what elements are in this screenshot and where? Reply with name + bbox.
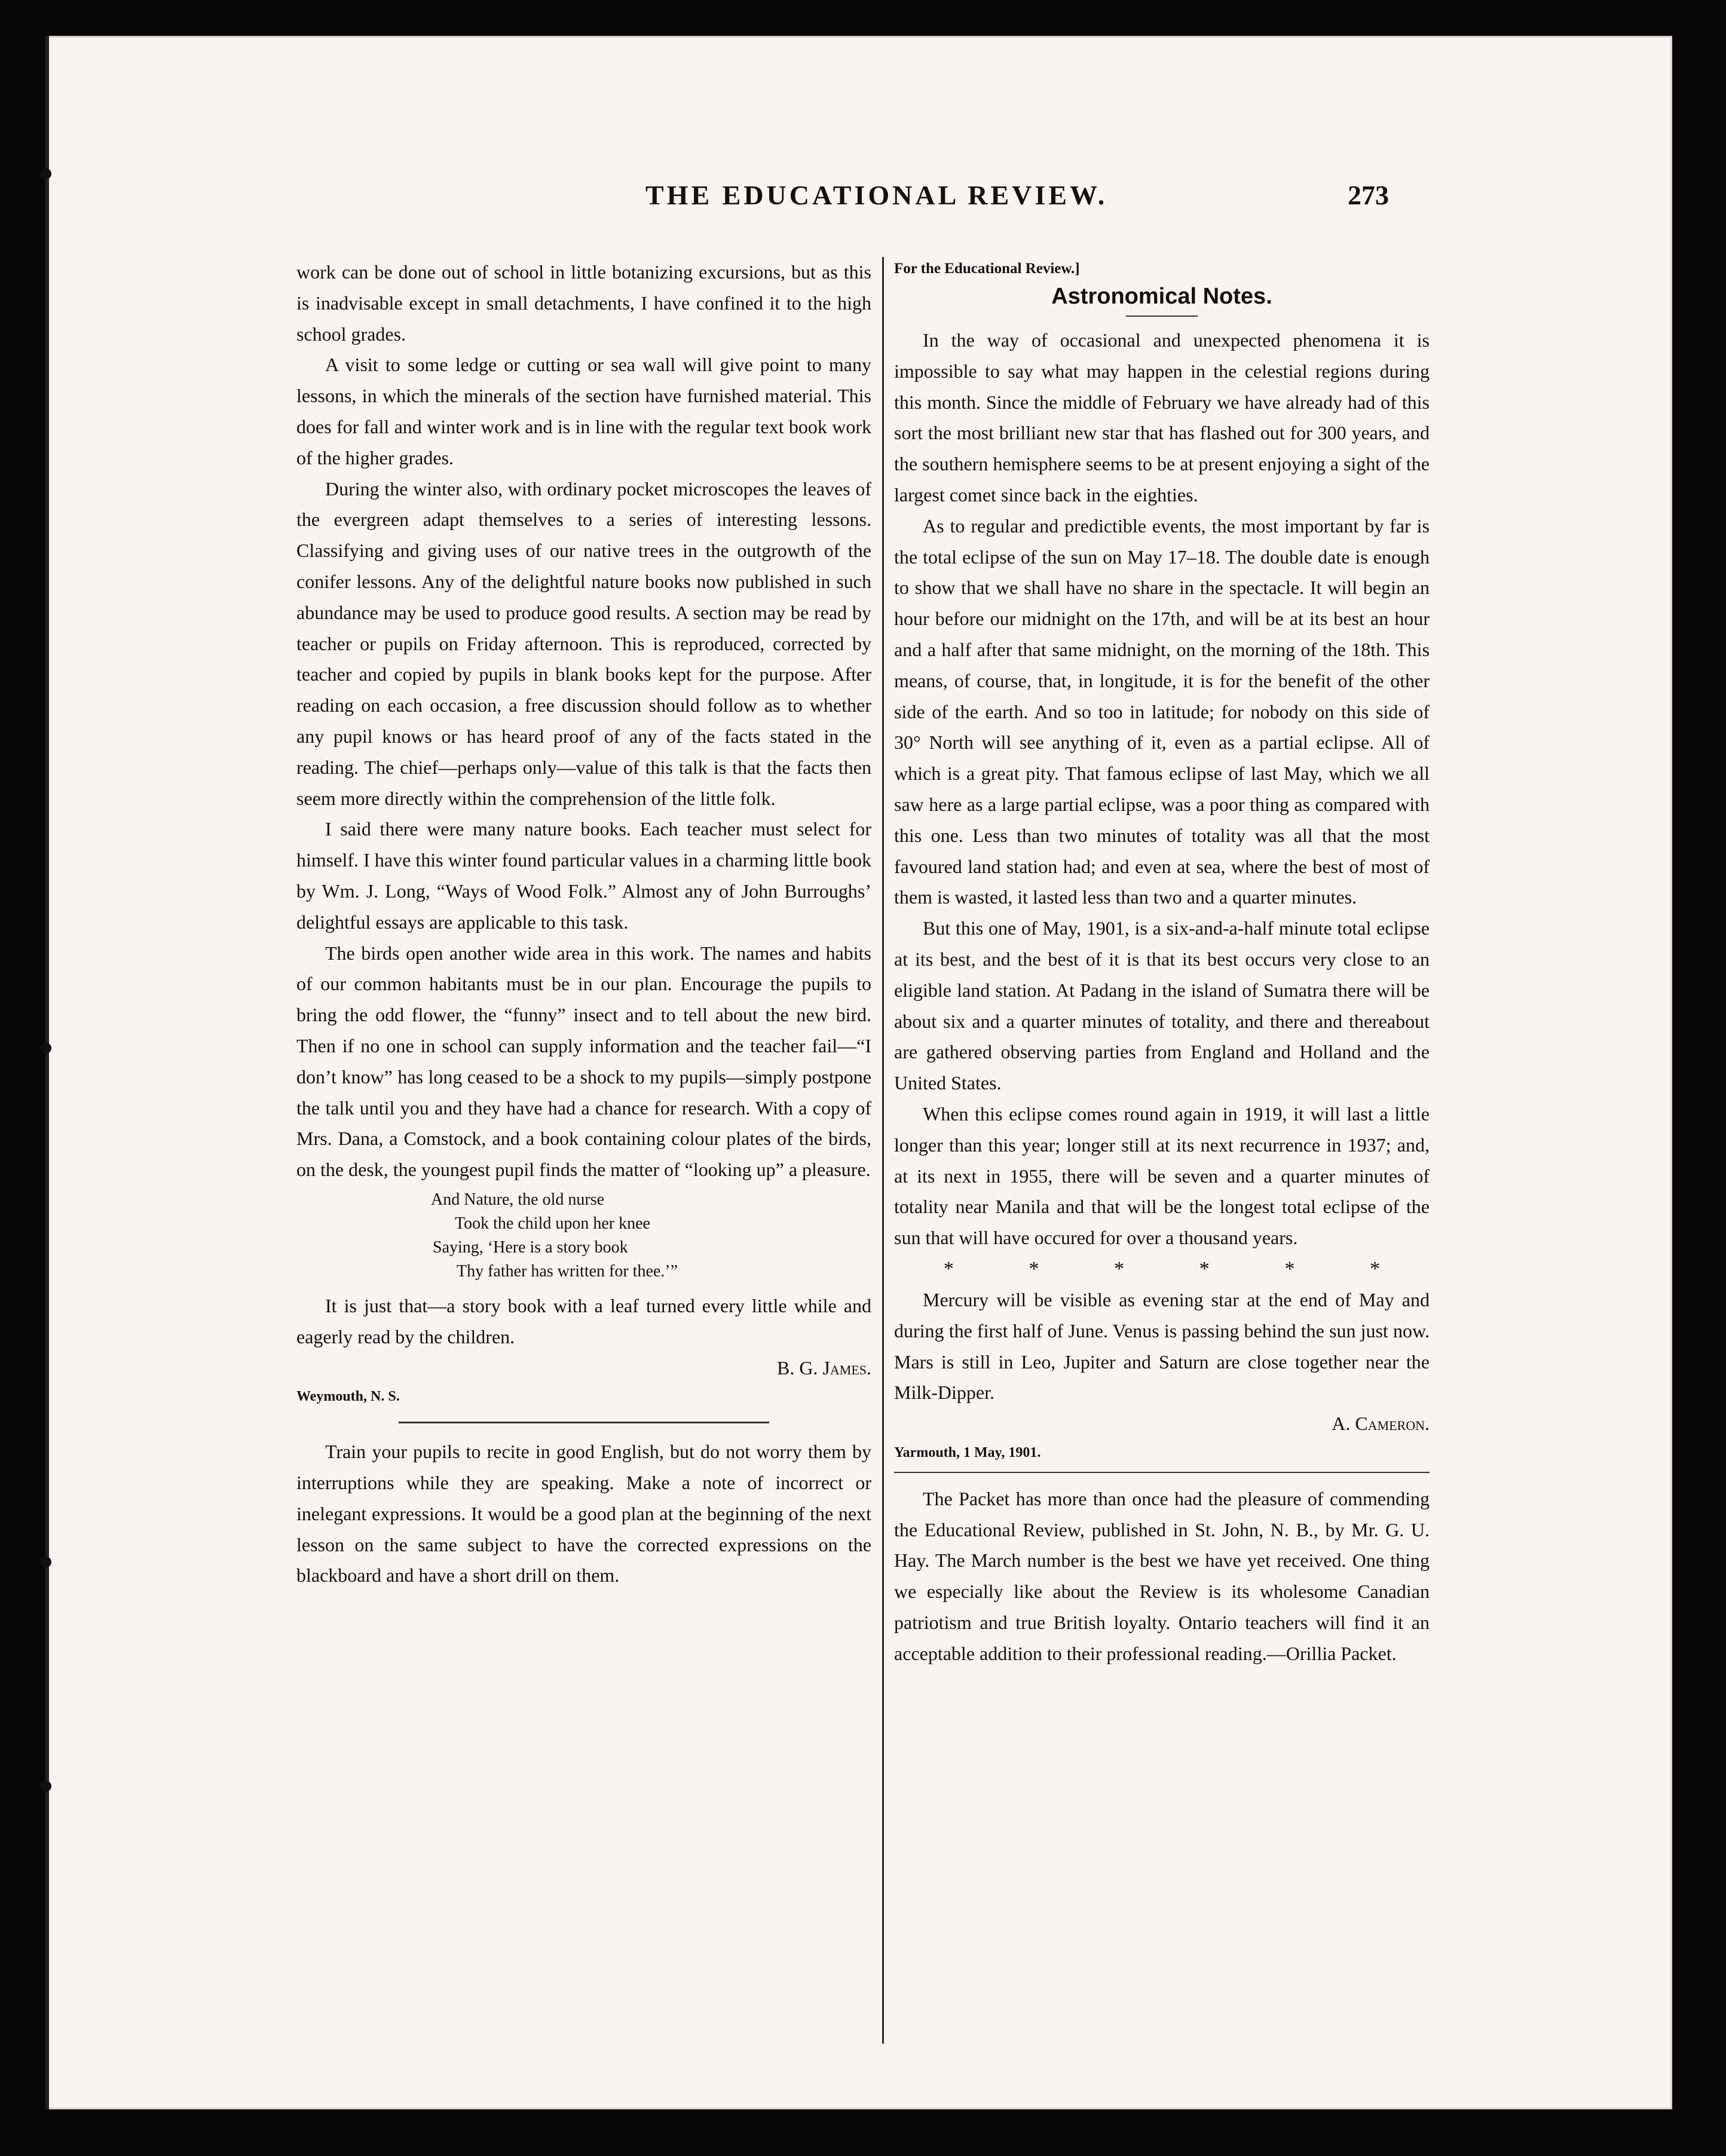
paragraph: But this one of May, 1901, is a six-and-a-half minute total eclipse at its best, and the best of it is that its best occurs very close to an eligible land station. At Padang in the island of Sumatra there will be about six and a quarter minutes of totality, and there and thereabout are gathered observing parties from England and Holland and the United States. [894, 917, 1430, 1094]
poem [296, 1188, 871, 1284]
paragraph: In the way of occasional and unexpected phenomena it is impossible to say what may happen in the celestial regions during this month. Since the middle of February we have already had of this sort the most brilliant new star that has flashed out for 300 years, and the southern hemisphere seems to be at present enjoying a sight of the largest comet since back in the eighties. [894, 329, 1430, 506]
paragraph: The birds open another wide area in this work. The names and habits of our common habitants must be in our plan. Encourage the pupils to bring the odd flower, the “funny” insect and to tell about the new bird. Then if no one in school can supply information and the teacher fail—“I don’t know” has long ceased to be a shock to my pupils—simply postpone the talk until you and they have had a chance for research. With a copy of Mrs. Dana, a Comstock, and a book containing colour plates of the birds, on the desk, the youngest pupil finds the matter of “looking up” a pleasure. [296, 942, 871, 1181]
star: * [1284, 1257, 1295, 1280]
binding-mark [41, 1043, 51, 1054]
page-number: 273 [1348, 180, 1389, 210]
author-signature: B. G. James. [776, 1356, 871, 1379]
poem-line: Saying, ‘Here is a story book [433, 1238, 628, 1257]
binding-edge [45, 36, 49, 2109]
binding-mark [41, 169, 51, 179]
title-rule [1126, 316, 1198, 317]
star: * [943, 1257, 954, 1280]
paragraph: When this eclipse comes round again in 1919, it will last a little longer than this year; longer still at its next recurrence in 1937; and, at its next in 1955, there will be seven and a quarter minutes of totality near Manila and that will be the longest total eclipse of the sun that will have occured for over a thousand years. [894, 1102, 1430, 1249]
column-rule [882, 257, 884, 2044]
paragraph: A visit to some ledge or cutting or sea wall will give point to many lessons, in which the minerals of the section have furnished material. This does for fall and winter work and is in line with the regular text book work of the higher grades. [296, 354, 871, 468]
running-head: THE EDUCATIONAL REVIEW. [645, 180, 1108, 210]
poem-line: And Nature, the old nurse [431, 1190, 605, 1209]
section-divider [894, 1472, 1430, 1473]
paragraph: Train your pupils to recite in good English, but do not worry them by interruptions while they are speaking. Make a note of incorrect or inelegant expressions. It would be a good plan at the beginning of the next lesson on the same subject to have the corrected expressions on the blackboard and have a short drill on them. [296, 1441, 871, 1587]
poem-line: Took the child upon her knee [455, 1214, 650, 1233]
binding-mark [41, 1781, 51, 1791]
author-signature: A. Cameron. [1332, 1413, 1430, 1435]
dateline: Yarmouth, 1 May, 1901. [894, 1444, 1041, 1460]
paragraph: I said there were many nature books. Each teacher must select for himself. I have this winter found particular values in a charming little book by Wm. J. Long, “Ways of Wood Folk.” Almost any of John Burroughs’ delightful essays are applicable to this task. [296, 818, 871, 933]
paragraph: It is just that—a story book with a leaf turned every little while and eagerly read by the children. [296, 1294, 871, 1348]
section-divider [399, 1422, 769, 1423]
left-column [296, 257, 871, 1591]
paragraph: The Packet has more than once had the pleasure of commending the Educational Review, published in St. John, N. B., by Mr. G. U. Hay. The March number is the best we have yet received. One thing we especially like about the Review is its wholesome Canadian patriotism and true British loyalty. Ontario teachers will find it an acceptable addition to their professional reading.—Orillia Packet. [894, 1487, 1430, 1664]
paragraph: As to regular and predictible events, the most important by far is the total eclipse of the sun on May 17–18. The double date is enough to show that we shall have no share in the spectacle. It will begin an hour before our midnight on the 17th, and will be at its best an hour and a half after that same midnight, on the morning of the 18th. This means, of course, that, in longitude, it is for the benefit of the other side of the earth. And so too in latitude; for nobody on this side of 30° North will see anything of it, even as a partial eclipse. All of which is a great pity. That famous eclipse of last May, which we all saw here as a large partial eclipse, was a poor thing as compared with this one. Less than two minutes of totality was all that the most favoured land station had; and even at sea, where the best of most of them is wasted, it lasted less than two and a quarter minutes. [894, 514, 1430, 908]
place-line: Weymouth, N. S. [296, 1389, 400, 1405]
poem-line: Thy father has written for thee.’” [457, 1261, 678, 1281]
star: * [1029, 1257, 1039, 1280]
article-credit: For the Educational Review.] [894, 261, 1080, 277]
article-title: Astronomical Notes. [1051, 284, 1272, 309]
asterism [894, 1254, 1430, 1285]
paragraph: During the winter also, with ordinary pocket microscopes the leaves of the evergreen adapt themselves to a series of interesting lessons. Classifying and giving uses of our native trees in the outgrowth of the conifer lessons. Any of the delightful nature books now published in such abundance may be used to produce good results. A section may be read by teacher or pupils on Friday afternoon. This is reproduced, corrected by teacher and copied by pupils in blank books kept for the purpose. After reading on each occasion, a free discussion should follow as to whether any pupil knows or has heard proof of any of the facts stated in the reading. The chief—perhaps only—value of this talk is that the facts then seem more directly within the comprehension of the little folk. [296, 477, 871, 809]
star: * [1114, 1257, 1125, 1280]
right-column [894, 257, 1430, 1670]
paragraph: work can be done out of school in little botanizing excursions, but as this is inadvisable except in small detachments, I have confined it to the high school grades. [296, 261, 871, 345]
star: * [1370, 1257, 1381, 1280]
binding-mark [41, 1557, 51, 1567]
paragraph: Mercury will be visible as evening star at the end of May and during the first half of June. Venus is passing behind the sun just now. Mars is still in Leo, Jupiter and Saturn are close together near the Milk-Dipper. [894, 1288, 1430, 1404]
star: * [1199, 1257, 1210, 1280]
